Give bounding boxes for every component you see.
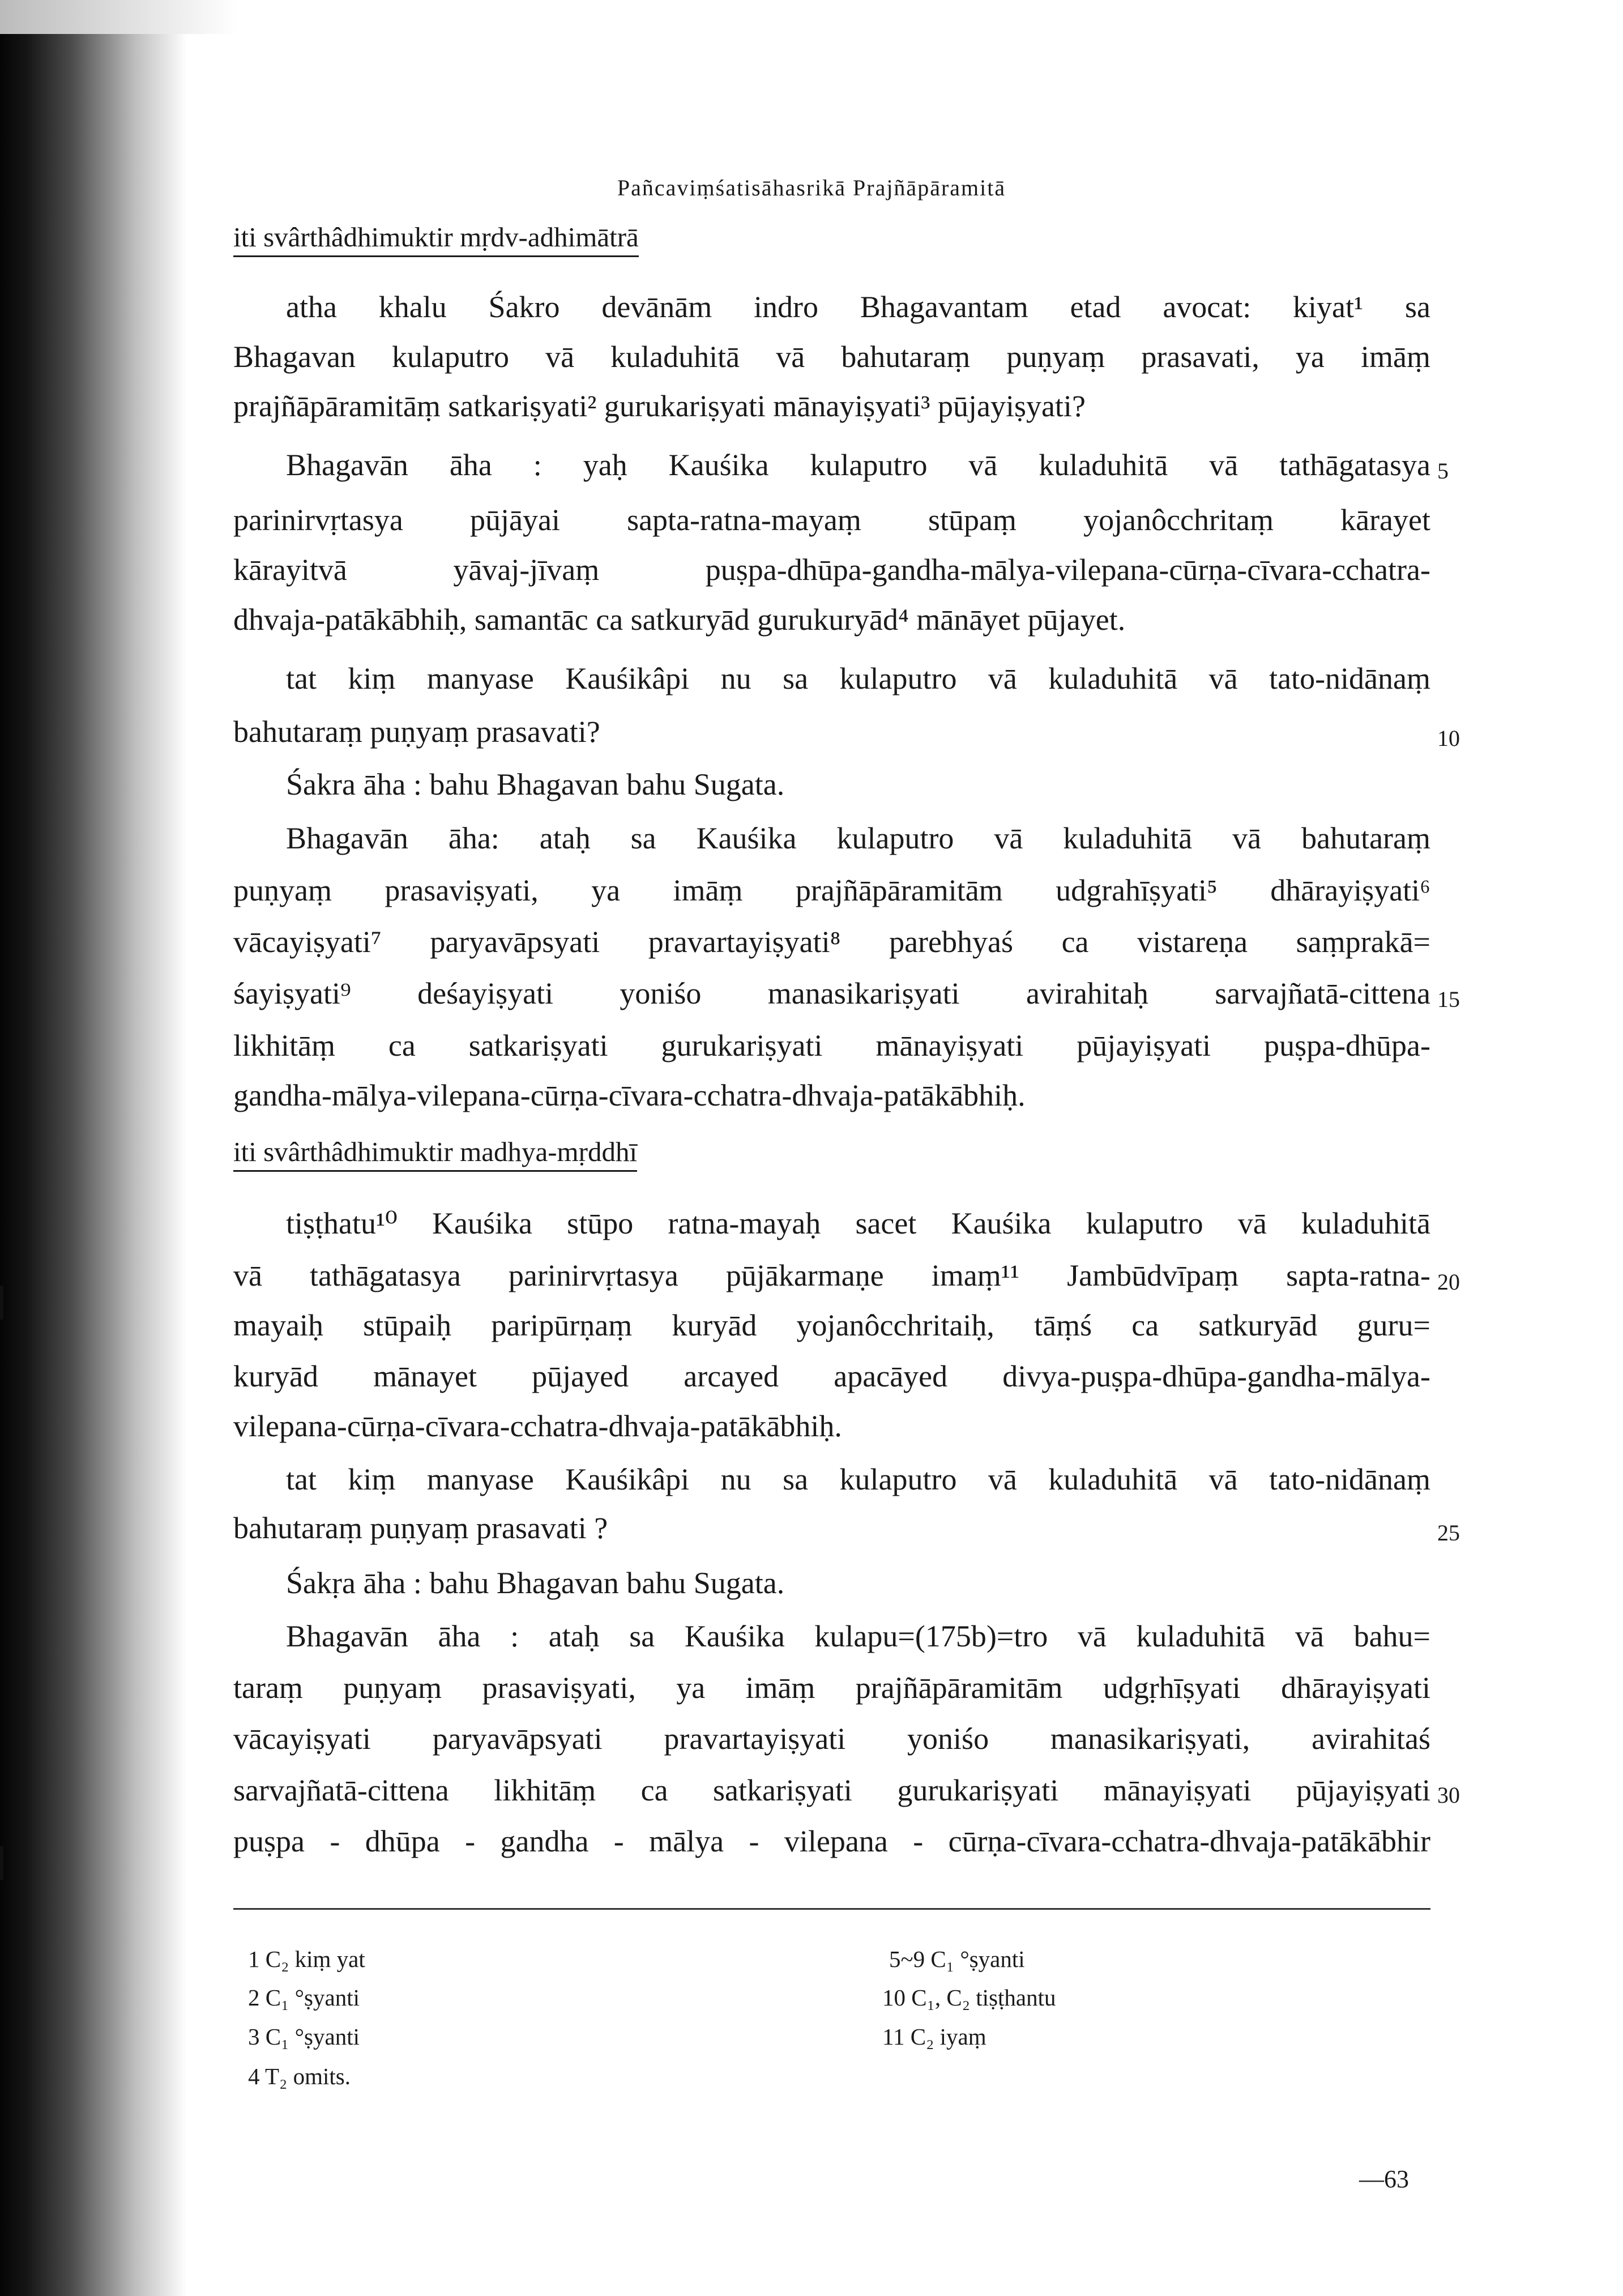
text-line: Bhagavān āha: ataḥ sa Kauśika kulaputro vā kuladuhitā vā bahutaraṃ	[286, 821, 1430, 855]
text-line: Śakṛa āha : bahu Bhagavan bahu Sugata.	[286, 1566, 785, 1600]
line-number: 5	[1437, 458, 1449, 484]
text-line: sarvajñatā-cittena likhitāṃ ca satkariṣyati gurukariṣyati mānayiṣyati pūjayiṣyati	[233, 1773, 1430, 1807]
page-number: —63	[1359, 2165, 1409, 2193]
footnote: 3 C₁ °ṣyanti	[248, 2024, 360, 2050]
edge-mark	[0, 1286, 3, 1320]
text-line: kuryād mānayet pūjayed arcayed apacāyed divya-puṣpa-dhūpa-gandha-mālya-	[233, 1359, 1430, 1393]
text-line: bahutaraṃ puṇyaṃ prasavati?	[233, 715, 600, 749]
footnote: 5~9 C₁ °ṣyanti	[889, 1946, 1025, 1972]
text-line: mayaiḥ stūpaiḥ paripūrṇaṃ kuryād yojanôcchritaiḥ, tāṃś ca satkuryād guru=	[233, 1308, 1430, 1342]
text-line: Bhagavān āha : yaḥ Kauśika kulaputro vā kuladuhitā vā tathāgatasya	[286, 448, 1430, 482]
text-line: puṣpa - dhūpa - gandha - mālya - vilepana - cūrṇa-cīvara-cchatra-dhvaja-patākābhir	[233, 1824, 1430, 1858]
scan-top-shadow	[0, 0, 238, 34]
text-line: Bhagavan kulaputro vā kuladuhitā vā bahutaraṃ puṇyaṃ prasavati, ya imāṃ	[233, 340, 1430, 374]
footnote: 1 C₂ kiṃ yat	[248, 1946, 365, 1972]
footnote: 2 C₁ °ṣyanti	[248, 1985, 360, 2011]
footnote: 11 C₂ iyaṃ	[882, 2024, 986, 2050]
edge-mark	[0, 1846, 3, 1880]
text-line: Bhagavān āha : ataḥ sa Kauśika kulapu=(175b)=tro vā kuladuhitā vā bahu=	[286, 1619, 1430, 1653]
text-line: tat kiṃ manyase Kauśikâpi nu sa kulaputro vā kuladuhitā vā tato-nidānaṃ	[286, 1462, 1430, 1496]
text-line: dhvaja-patākābhiḥ, samantāc ca satkuryād gurukuryād⁴ mānāyet pūjayet.	[233, 603, 1126, 637]
footnote: 10 C₁, C₂ tiṣṭhantu	[882, 1985, 1056, 2011]
book-binding-shadow	[0, 0, 187, 2296]
line-number: 30	[1437, 1782, 1460, 1808]
text-line: atha khalu Śakro devānām indro Bhagavantam etad avocat: kiyat¹ sa	[286, 290, 1430, 324]
line-number: 15	[1437, 987, 1460, 1012]
text-line: parinirvṛtasya pūjāyai sapta-ratna-mayaṃ stūpaṃ yojanôcchritaṃ kārayet	[233, 503, 1430, 537]
text-line: gandha-mālya-vilepana-cūrṇa-cīvara-cchatra-dhvaja-patākābhiḥ.	[233, 1078, 1026, 1112]
line-number: 10	[1437, 725, 1460, 751]
text-line: vācayiṣyati paryavāpsyati pravartayiṣyati yoniśo manasikariṣyati, avirahitaś	[233, 1722, 1430, 1756]
text-line: taraṃ puṇyaṃ prasaviṣyati, ya imāṃ prajñāpāramitām udgṛhīṣyati dhārayiṣyati	[233, 1671, 1430, 1705]
text-line: vilepana-cūrṇa-cīvara-cchatra-dhvaja-patākābhiḥ.	[233, 1409, 842, 1443]
footnote-rule	[233, 1908, 1430, 1910]
section-heading: iti svârthâdhimuktir mṛdv-adhimātrā	[233, 221, 639, 257]
footnote: 4 T₂ omits.	[248, 2063, 351, 2089]
text-line: bahutaraṃ puṇyaṃ prasavati ?	[233, 1511, 608, 1545]
text-line: puṇyaṃ prasaviṣyati, ya imāṃ prajñāpāramitām udgrahīṣyati⁵ dhārayiṣyati⁶	[233, 873, 1430, 907]
text-line: vā tathāgatasya parinirvṛtasya pūjākarmaṇe imaṃ¹¹ Jambūdvīpaṃ sapta-ratna-	[233, 1258, 1430, 1292]
text-line: likhitāṃ ca satkariṣyati gurukariṣyati mānayiṣyati pūjayiṣyati puṣpa-dhūpa-	[233, 1028, 1430, 1062]
text-line: vācayiṣyati⁷ paryavāpsyati pravartayiṣyati⁸ parebhyaś ca vistareṇa saṃprakā=	[233, 925, 1430, 959]
text-line: prajñāpāramitāṃ satkariṣyati² gurukariṣyati mānayiṣyati³ pūjayiṣyati?	[233, 389, 1086, 423]
line-number: 25	[1437, 1520, 1460, 1546]
text-line: Śakra āha : bahu Bhagavan bahu Sugata.	[286, 767, 785, 801]
text-line: tiṣṭhatu¹⁰ Kauśika stūpo ratna-mayaḥ sacet Kauśika kulaputro vā kuladuhitā	[286, 1206, 1430, 1240]
text-line: kārayitvā yāvaj-jīvaṃ puṣpa-dhūpa-gandha-mālya-vilepana-cūrṇa-cīvara-cchatra-	[233, 553, 1430, 587]
running-head: Pañcaviṃśatisāhasrikā Prajñāpāramitā	[617, 175, 1006, 200]
line-number: 20	[1437, 1269, 1460, 1295]
section-heading: iti svârthâdhimuktir madhya-mṛddhī	[233, 1136, 637, 1172]
text-line: tat kiṃ manyase Kauśikâpi nu sa kulaputro vā kuladuhitā vā tato-nidānaṃ	[286, 662, 1430, 695]
text-line: śayiṣyati⁹ deśayiṣyati yoniśo manasikariṣyati avirahitaḥ sarvajñatā-cittena	[233, 976, 1430, 1010]
